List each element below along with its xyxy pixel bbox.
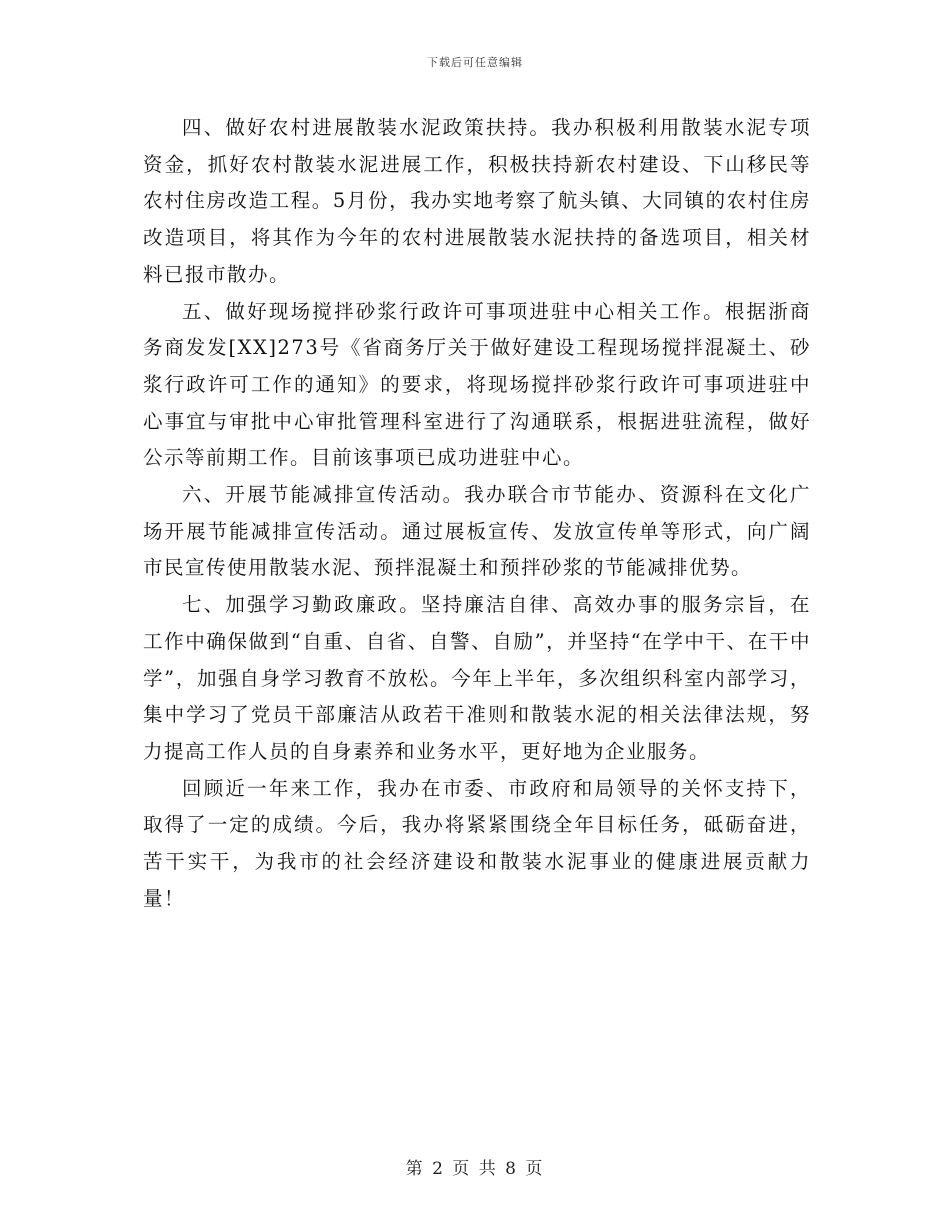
paragraph-section-7: 七、加强学习勤政廉政。坚持廉洁自律、高效办事的服务宗旨，在工作中确保做到“自重、自省、自警、自励”，并坚持“在学中干、在干中学”，加强自身学习教育不放松。今年上半年，多次组织科室内部学习，集中学习了党员干部廉洁从政若干准则和散装水泥的相关法律法规，努力提高工作人员的自身素养和业务水平，更好地为企业服务。 [143, 593, 811, 763]
paragraph-section-5: 五、做好现场搅拌砂浆行政许可事项进驻中心相关工作。根据浙商务商发发[XX]273号《省商务厅关于做好建设工程现场搅拌混凝土、砂浆行政许可工作的通知》的要求，将现场搅拌砂浆行政许可事项进驻中心事宜与审批中心审批管理科室进行了沟通联系，根据进驻流程，做好公示等前期工作。目前该事项已成功进驻中心。 [143, 299, 811, 470]
page-header: 下载后可任意编辑 [427, 56, 523, 69]
document-body [143, 110, 811, 917]
page-number-footer: 第 2 页 共 8 页 [405, 1159, 545, 1179]
paragraph-conclusion: 回顾近一年来工作，我办在市委、市政府和局领导的关怀支持下，取得了一定的成绩。今后，我办将紧紧围绕全年目标任务，砥砺奋进，苦干实干，为我市的社会经济建设和散装水泥事业的健康进展贡献力量！ [143, 776, 811, 910]
paragraph-section-4: 四、做好农村进展散装水泥政策扶持。我办积极利用散装水泥专项资金，抓好农村散装水泥进展工作，积极扶持新农村建设、下山移民等农村住房改造工程。5月份，我办实地考察了航头镇、大同镇的农村住房改造项目，将其作为今年的农村进展散装水泥扶持的备选项目，相关材料已报市散办。 [143, 116, 811, 286]
paragraph-section-6: 六、开展节能减排宣传活动。我办联合市节能办、资源科在文化广场开展节能减排宣传活动。通过展板宣传、发放宣传单等形式，向广阔市民宣传使用散装水泥、预拌混凝土和预拌砂浆的节能减排优势。 [143, 483, 811, 580]
